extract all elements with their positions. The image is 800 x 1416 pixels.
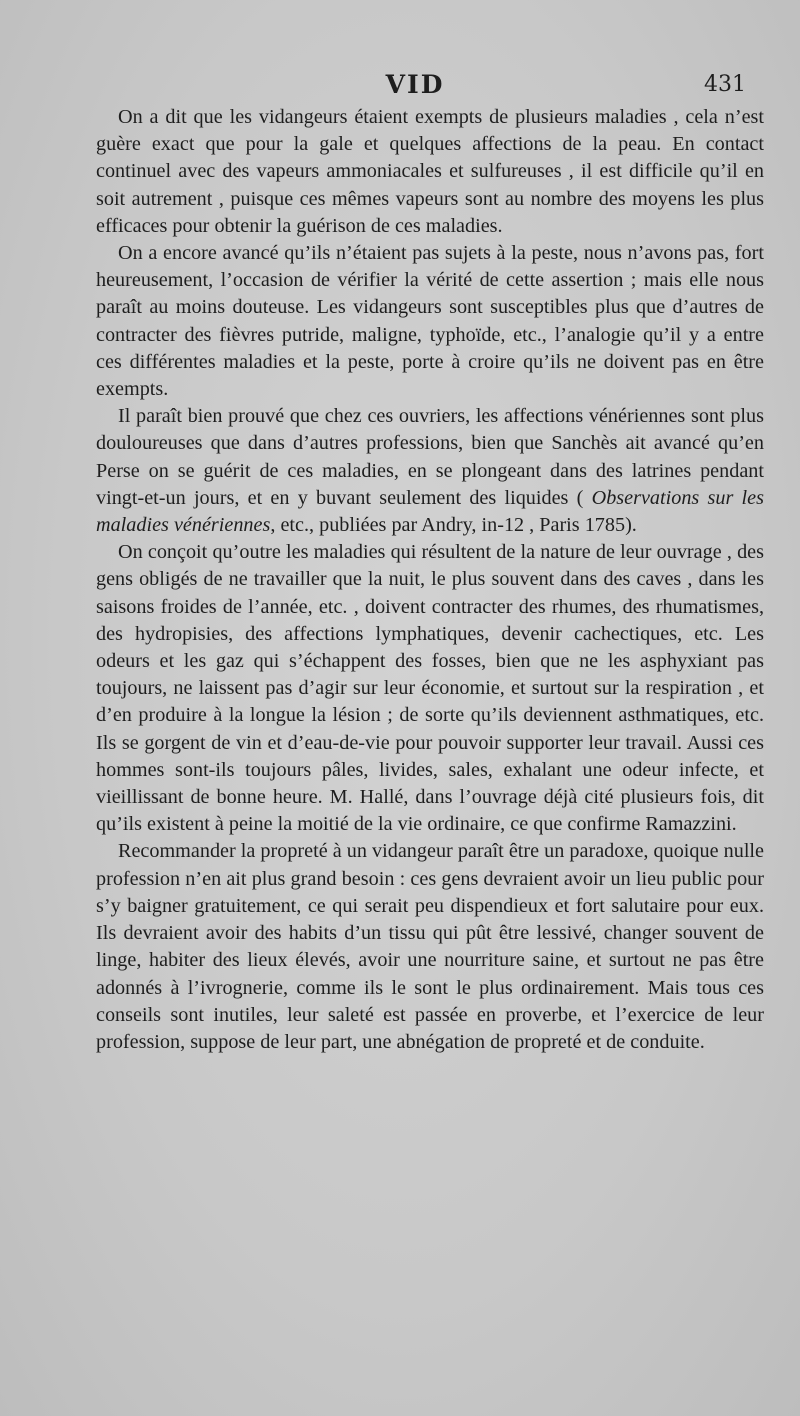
text-run: Recommander la propreté à un vidangeur paraît être un paradoxe, quoique nulle profession n’en ait plus grand besoin : ces gens devraient avoir un lieu public pour s’y baigner gratuitement, ce qui serait peu dispendieux et fort salutaire pour eux. Ils devraient avoir des habits d’un tissu qui pût être lessivé, changer souvent de linge, habiter des lieux élevés, avoir une nourriture saine, et surtout ne pas être adonnés à l’ivrognerie, comme ils le sont le plus ordinairement. Mais tous ces conseils sont inutiles, leur saleté est passée en proverbe, et l’exercice de leur profession, suppose de leur part, une abnégation de propreté et de conduite. [96,840,764,1053]
page-number: 431 [704,72,746,97]
page-header [90,70,746,104]
text-run: On a encore avancé qu’ils n’étaient pas sujets à la peste, nous n’avons pas, fort heureusement, l’occasion de vérifier la vérité de cette assertion ; mais elle nous paraît au moins douteuse. Les vidangeurs sont susceptibles plus que d’autres de contracter des fièvres putride, maligne, typhoïde, etc., l’analogie qu’il y a entre ces différentes maladies et la peste, porte à croire qu’ils ne doivent pas en être exempts. [96,242,764,401]
text-run: Il paraît bien prouvé que chez ces ouvriers, les affections vénériennes sont plus douloureuses que dans d’autres professions, bien que Sanchès ait avancé qu’en Perse on se guérit de ces maladies, en se plongeant dans des latrines pendant vingt-et-un jours, et en y buvant seulement des liquides ( [96,405,764,509]
paragraph [96,240,764,403]
text-run: On a dit que les vidangeurs étaient exempts de plusieurs maladies , cela n’est guère exact que pour la gale et quelques affections de la peau. En contact continuel avec des vapeurs ammoniacales et sulfureuses , il est difficile qu’il en soit autrement , puisque ces mêmes vapeurs sont au nombre des moyens les plus efficaces pour obtenir la guérison de ces maladies. [96,106,764,237]
text-run: , etc., publiées par Andry, in-12 , Paris 1785). [270,514,637,537]
paragraph [96,403,764,539]
paragraph [96,104,764,240]
running-head: VID [385,70,445,99]
paragraph [96,838,764,1056]
body-text [96,104,764,1056]
italic-title: Observations sur les maladies vénériennes [96,486,764,537]
paragraph [96,539,764,838]
text-run: On conçoit qu’outre les maladies qui résultent de la nature de leur ouvrage , des gens obligés de ne travailler que la nuit, le plus souvent dans des caves , dans les saisons froides de l’année, etc. , doivent contracter des rhumes, des rhumatismes, des hydropisies, des affections lymphatiques, devenir cachectiques, etc. Les odeurs et les gaz qui s’échappent des fosses, bien que ne les asphyxiant pas toujours, ne laissent pas d’agir sur leur économie, et surtout sur la respiration , et d’en produire à la longue la lésion ; de sorte qu’ils deviennent asthmatiques, etc. Ils se gorgent de vin et d’eau-de-vie pour pouvoir supporter leur travail. Aussi ces hommes sont-ils toujours pâles, livides, sales, exhalant une odeur infecte, et vieillissant de bonne heure. M. Hallé, dans l’ouvrage déjà cité plusieurs fois, dit qu’ils existent à peine la moitié de la vie ordinaire, ce que confirme Ramazzini. [96,541,764,836]
